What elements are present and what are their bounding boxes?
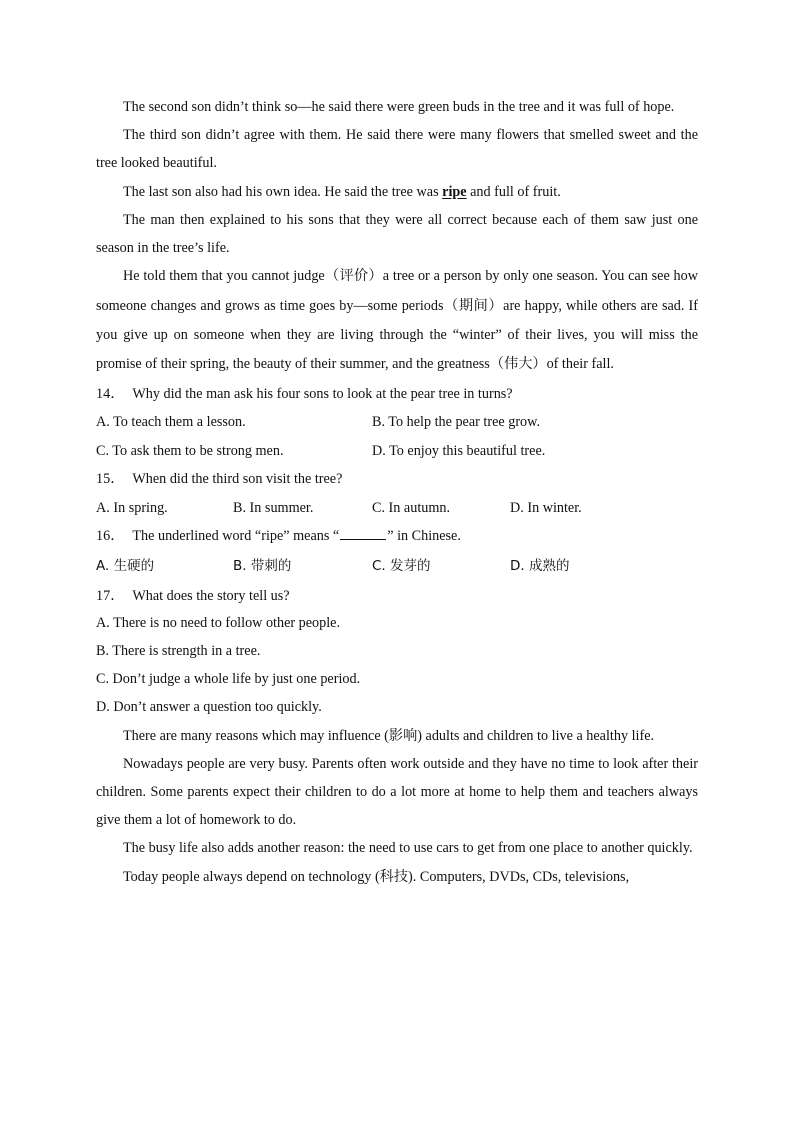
question-14-options-row-1 xyxy=(96,408,698,437)
answer-blank xyxy=(340,527,386,540)
question-17-number: 17． xyxy=(96,587,125,604)
question-16-option-b: B. 带刺的 xyxy=(233,557,292,574)
question-15-option-b: B. In summer. xyxy=(233,499,314,516)
question-15-options-row xyxy=(96,494,698,523)
passage2-paragraph-4: Today people always depend on technology (科技). Computers, DVDs, CDs, televisions, xyxy=(123,868,630,885)
passage1-paragraph-2: The third son didn’t agree with them. He said there were many flowers that smelled sweet and the tree looked beautiful. xyxy=(96,127,698,172)
question-15-text: When did the third son visit the tree? xyxy=(132,471,343,488)
question-17-option-d: D. Don’t answer a question too quickly. xyxy=(96,698,322,715)
question-16-option-c: C. 发芽的 xyxy=(372,557,431,574)
question-16 xyxy=(96,522,698,551)
passage2-paragraph-2: Nowadays people are very busy. Parents often work outside and they have no time to look after their children. Some parents expect their children to do a lot more at home to help them and teachers always give them a lot of homework to do. xyxy=(96,755,698,829)
paragraph-3-text-after: and full of fruit. xyxy=(466,183,561,200)
paragraph-3-text-before: The last son also had his own idea. He said the tree was xyxy=(123,183,443,200)
question-16-text-after: ” in Chinese. xyxy=(387,528,461,545)
question-15-option-c: C. In autumn. xyxy=(372,499,451,516)
question-14-option-d: D. To enjoy this beautiful tree. xyxy=(372,442,546,459)
question-15-option-d: D. In winter. xyxy=(510,499,582,516)
passage1-paragraph-1: The second son didn’t think so—he said there were green buds in the tree and it was full of hope. xyxy=(123,99,675,115)
question-14 xyxy=(96,380,698,409)
question-14-options-row-2 xyxy=(96,437,698,466)
question-14-option-c: C. To ask them to be strong men. xyxy=(96,442,284,459)
question-16-number: 16． xyxy=(96,528,125,545)
question-17-text: What does the story tell us? xyxy=(132,587,290,604)
question-17-option-c: C. Don’t judge a whole life by just one period. xyxy=(96,670,361,687)
question-15-option-a: A. In spring. xyxy=(96,499,168,516)
question-17-option-b: B. There is strength in a tree. xyxy=(96,643,261,660)
question-15-number: 15． xyxy=(96,471,125,488)
question-15 xyxy=(96,465,698,494)
underlined-word-ripe: ripe xyxy=(442,183,467,200)
question-14-option-b: B. To help the pear tree grow. xyxy=(372,414,541,431)
question-17-option-a: A. There is no need to follow other people. xyxy=(96,615,341,632)
passage2-paragraph-1: There are many reasons which may influence (影响) adults and children to live a healthy life. xyxy=(123,727,655,744)
question-16-text-before: The underlined word “ripe” means “ xyxy=(132,528,340,545)
question-14-option-a: A. To teach them a lesson. xyxy=(96,414,246,431)
passage1-paragraph-3 xyxy=(96,178,698,206)
question-14-text: Why did the man ask his four sons to look at the pear tree in turns? xyxy=(132,385,513,402)
question-17 xyxy=(96,582,698,611)
passage1-paragraph-4: The man then explained to his sons that they were all correct because each of them saw just one season in the tree’s life. xyxy=(96,211,698,257)
question-16-options-row xyxy=(96,551,698,582)
question-14-number: 14． xyxy=(96,385,125,402)
page-content xyxy=(96,93,698,891)
question-16-option-a: A. 生硬的 xyxy=(96,557,155,574)
passage1-paragraph-5: He told them that you cannot judge（评价）a tree or a person by only one season. You can see how someone changes and grows as time goes by—some periods（期间）are happy, while others are sad. If you give up on someone when they are living through the “winter” of their lives, you will miss the promise of their spring, the beauty of their summer, and the greatness（伟大）of their fall. xyxy=(96,268,698,373)
passage2-paragraph-3: The busy life also adds another reason: the need to use cars to get from one place to another quickly. xyxy=(123,840,693,857)
question-16-option-d: D. 成熟的 xyxy=(510,557,570,574)
